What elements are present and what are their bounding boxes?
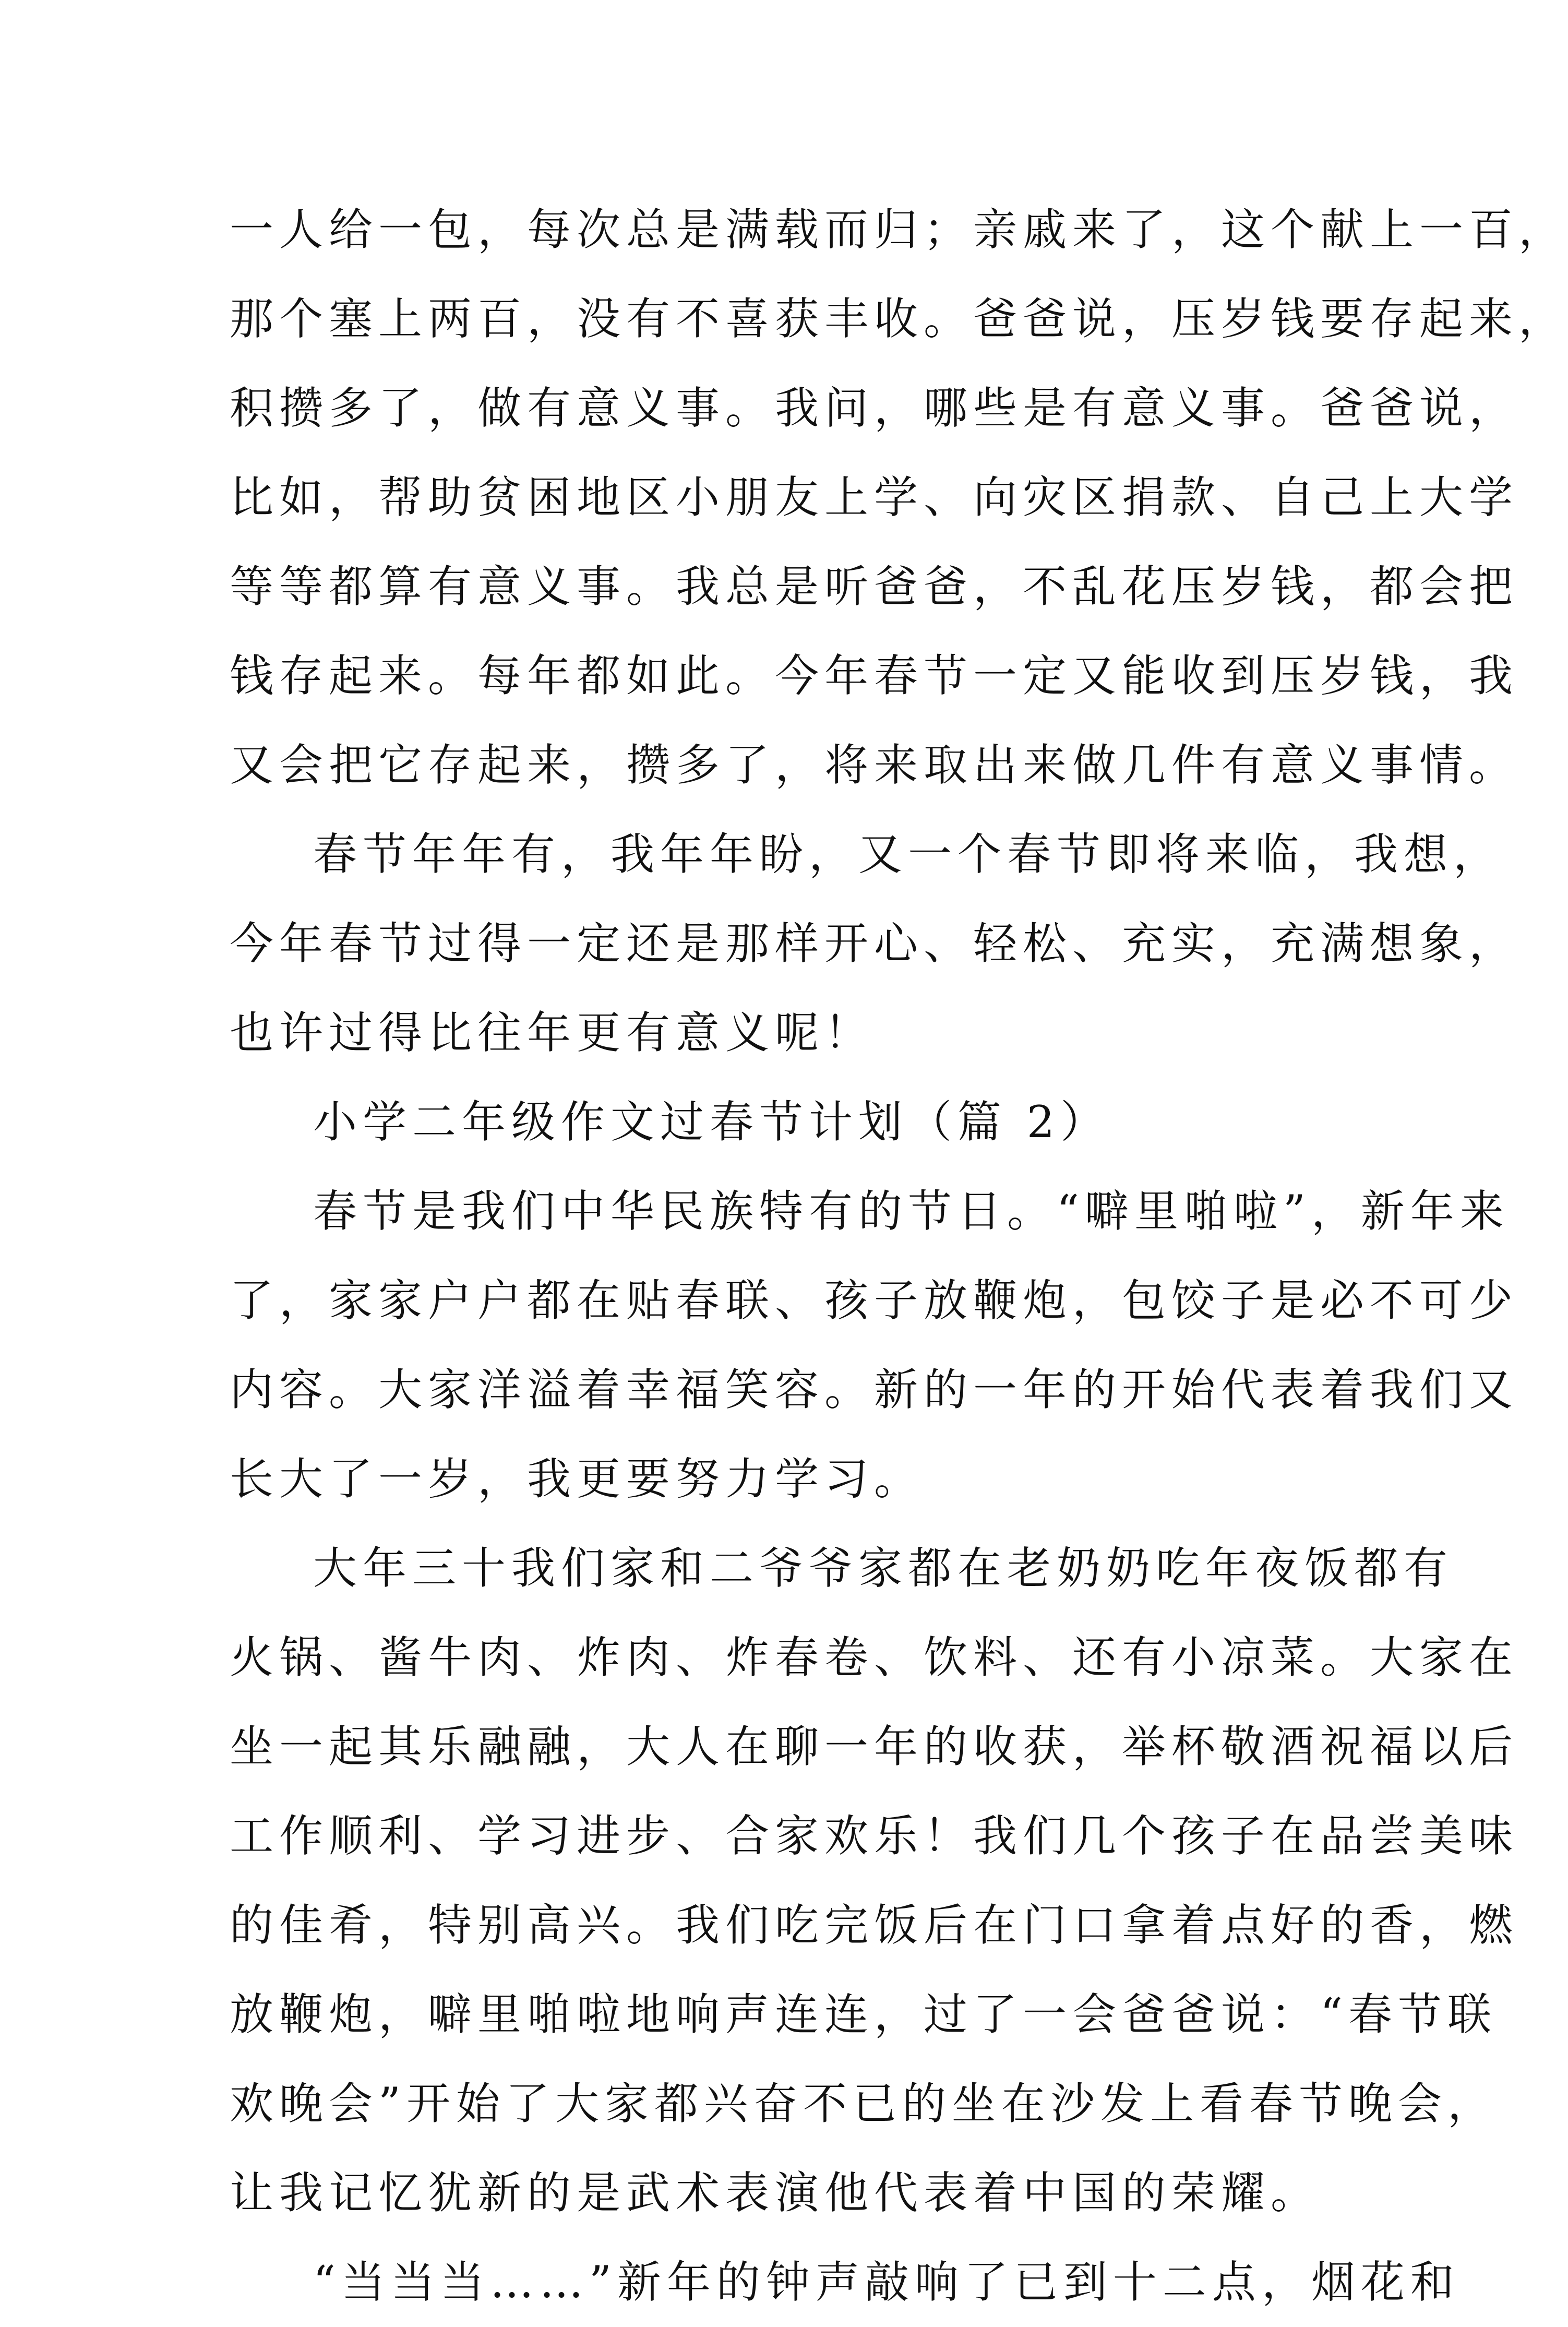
text-line: 欢晚会”开始了大家都兴奋不已的坐在沙发上看春节晚会， — [230, 2078, 1497, 2129]
text-line: 长大了一岁，我更要努力学习。 — [230, 1453, 924, 1505]
text-line: 等等都算有意义事。我总是听爸爸，不乱花压岁钱，都会把 — [230, 561, 1519, 612]
text-line: 了，家家户户都在贴春联、孩子放鞭炮，包饺子是必不可少 — [230, 1275, 1519, 1326]
text-line: 又会把它存起来，攒多了，将来取出来做几件有意义事情。 — [230, 739, 1519, 791]
essay-body — [230, 185, 1568, 2327]
paragraph-start-line: 大年三十我们家和二爷爷家都在老奶奶吃年夜饭都有 — [313, 1543, 1454, 1594]
text-line: 比如，帮助贫困地区小朋友上学、向灾区捐款、自己上大学 — [230, 472, 1519, 523]
text-line: 一人给一包，每次总是满载而归；亲戚来了，这个献上一百， — [230, 204, 1568, 255]
text-line: 今年春节过得一定还是那样开心、轻松、充实，充满想象， — [230, 918, 1519, 969]
text-line: 工作顺利、学习进步、合家欢乐！我们几个孩子在品尝美味 — [230, 1810, 1519, 1861]
section-heading: 小学二年级作文过春节计划（篇 2） — [313, 1096, 1110, 1148]
paragraph-start-line: 春节年年有，我年年盼，又一个春节即将来临，我想， — [313, 829, 1503, 880]
text-line: 积攒多了，做有意义事。我问，哪些是有意义事。爸爸说， — [230, 383, 1519, 434]
text-line: 的佳肴，特别高兴。我们吃完饭后在门口拿着点好的香，燃 — [230, 1900, 1519, 1951]
paragraph-start-line: “当当当……”新年的钟声敲响了已到十二点，烟花和 — [313, 2257, 1460, 2308]
text-line: 内容。大家洋溢着幸福笑容。新的一年的开始代表着我们又 — [230, 1364, 1519, 1415]
text-line: 放鞭炮，噼里啪啦地响声连连，过了一会爸爸说：“春节联 — [230, 1989, 1497, 2040]
text-line: 坐一起其乐融融，大人在聊一年的收获，举杯敬酒祝福以后 — [230, 1721, 1519, 1772]
text-line: 火锅、酱牛肉、炸肉、炸春卷、饮料、还有小凉菜。大家在 — [230, 1632, 1519, 1683]
paragraph-start-line: 春节是我们中华民族特有的节日。“噼里啪啦”，新年来 — [313, 1186, 1510, 1237]
text-line: 让我记忆犹新的是武术表演他代表着中国的荣耀。 — [230, 2167, 1321, 2218]
text-line: 也许过得比往年更有意义呢！ — [230, 1007, 875, 1058]
text-line: 那个塞上两百，没有不喜获丰收。爸爸说，压岁钱要存起来， — [230, 293, 1568, 344]
text-line: 钱存起来。每年都如此。今年春节一定又能收到压岁钱，我 — [230, 650, 1519, 701]
